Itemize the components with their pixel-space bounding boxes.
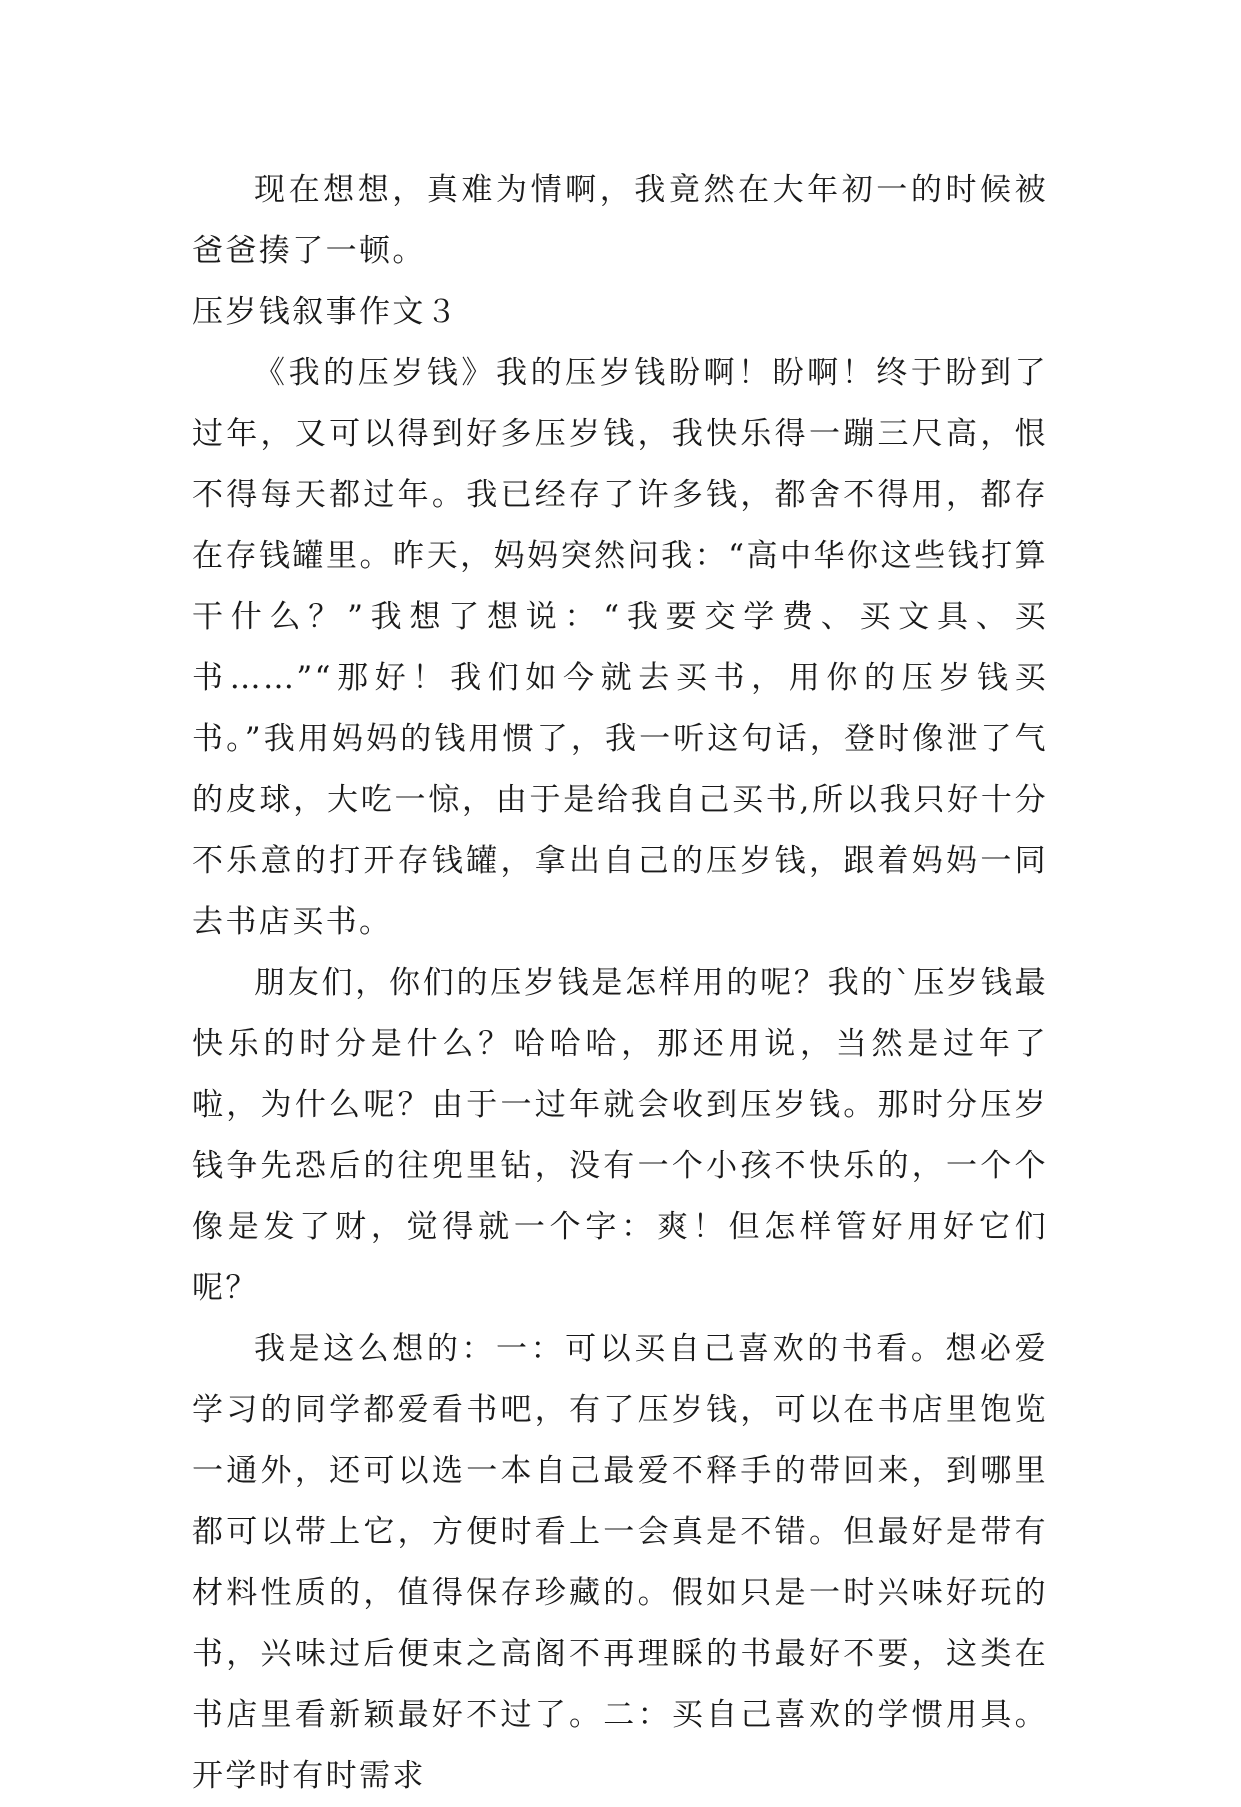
- paragraph-3: 朋友们，你们的压岁钱是怎样用的呢？我的`压岁钱最快乐的时分是什么？哈哈哈，那还用说，当然是过年了啦，为什么呢？由于一过年就会收到压岁钱。那时分压岁钱争先恐后的往兜里钻，没有一个小孩不快乐的，一个个像是发了财，觉得就一个字：爽！但怎样管好用好它们呢？: [192, 965, 1048, 1306]
- paragraph-1: 现在想想，真难为情啊，我竟然在大年初一的时候被爸爸揍了一顿。: [192, 172, 1048, 269]
- document-body: [192, 160, 1048, 1807]
- paragraph-2: 《我的压岁钱》我的压岁钱盼啊！盼啊！终于盼到了过年，又可以得到好多压岁钱，我快乐得一蹦三尺高，恨不得每天都过年。我已经存了许多钱，都舍不得用，都存在存钱罐里。昨天，妈妈突然问我：“高中华你这些钱打算干什么？”我想了想说：“我要交学费、买文具、买书……”“那好！我们如今就去买书，用你的压岁钱买书。”我用妈妈的钱用惯了，我一听这句话，登时像泄了气的皮球，大吃一惊，由于是给我自己买书,所以我只好十分不乐意的打开存钱罐，拿出自己的压岁钱，跟着妈妈一同去书店买书。: [192, 355, 1048, 940]
- section-heading: 压岁钱叙事作文３: [192, 294, 460, 330]
- paragraph-4: 我是这么想的：一：可以买自己喜欢的书看。想必爱学习的同学都爱看书吧，有了压岁钱，可以在书店里饱览一通外，还可以选一本自己最爱不释手的带回来，到哪里都可以带上它，方便时看上一会真是不错。但最好是带有材料性质的，值得保存珍藏的。假如只是一时兴味好玩的书，兴味过后便束之高阁不再理睬的书最好不要，这类在书店里看新颖最好不过了。二：买自己喜欢的学惯用具。开学时有时需求: [192, 1331, 1048, 1794]
